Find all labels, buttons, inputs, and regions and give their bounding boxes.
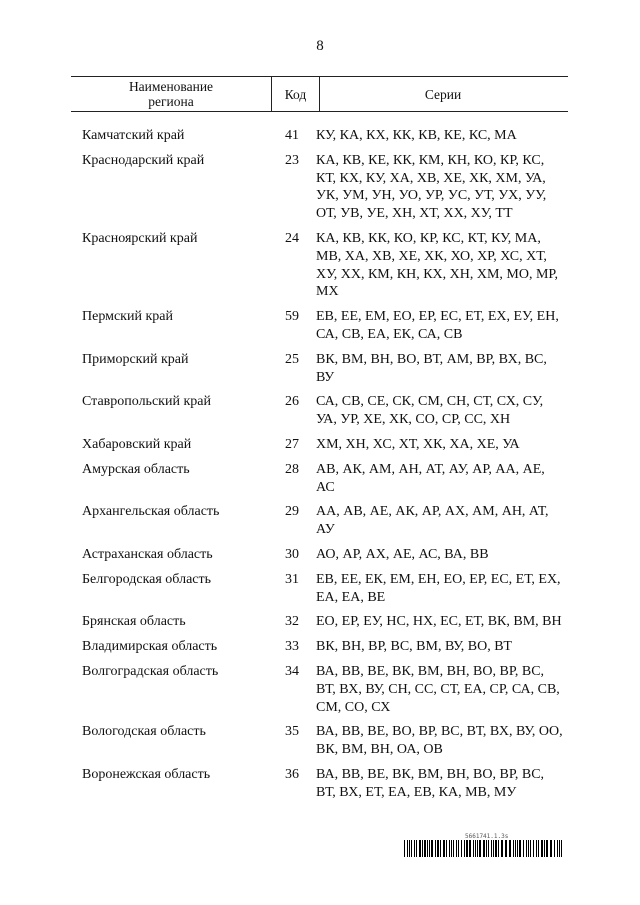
table-row <box>0 571 640 607</box>
region-name: Владимирская область <box>82 639 218 655</box>
region-code: 36 <box>285 766 299 782</box>
region-series: АВ, АК, АМ, АН, АТ, АУ, АР, АА, АЕ, АС <box>316 461 545 495</box>
region-name: Ставропольский край <box>82 394 211 410</box>
region-code: 35 <box>285 724 299 740</box>
page-number: 8 <box>316 38 324 54</box>
header-region-line2: региона <box>148 94 194 109</box>
table-row <box>0 393 640 429</box>
region-code: 26 <box>285 394 299 410</box>
table-row <box>0 351 640 387</box>
region-series: ХМ, ХН, ХС, ХТ, ХК, ХА, ХЕ, УА <box>316 436 520 452</box>
region-code: 34 <box>285 663 299 679</box>
region-code: 29 <box>285 504 299 520</box>
region-series: ЕО, ЕР, ЕУ, НС, НХ, ЕС, ЕТ, ВК, ВМ, ВН <box>316 614 562 630</box>
header-series: Серии <box>424 86 462 102</box>
region-code: 32 <box>285 614 299 630</box>
region-code: 30 <box>285 546 299 562</box>
table-body <box>0 127 640 809</box>
region-name: Воронежская область <box>82 766 211 782</box>
region-name: Краснодарский край <box>82 152 205 168</box>
region-name: Вологодская область <box>82 724 206 740</box>
table-row <box>0 546 640 564</box>
region-name: Красноярский край <box>82 230 198 246</box>
region-code: 24 <box>285 230 299 246</box>
region-code: 41 <box>285 128 299 143</box>
region-name: Камчатский край <box>82 128 185 143</box>
region-name: Астраханская область <box>82 546 213 562</box>
table-row <box>0 230 640 301</box>
region-series: ВК, ВМ, ВН, ВО, ВТ, АМ, ВР, ВХ, ВС, ВУ <box>316 351 547 385</box>
region-name: Белгородская область <box>82 571 212 587</box>
header-region-line1: Наименование <box>128 79 214 94</box>
region-name: Брянская область <box>82 614 186 630</box>
table-row <box>0 723 640 759</box>
region-code: 31 <box>285 571 299 587</box>
table-row <box>0 152 640 223</box>
region-series: КА, КВ, КК, КО, КР, КС, КТ, КУ, МА, МВ, ХА, ХВ, ХЕ, ХК, ХО, ХР, ХС, ХТ, ХУ, ХХ, КМ, КН, КХ, ХН, ХМ, МО, МР, МХ <box>316 230 558 300</box>
header-region <box>71 77 271 111</box>
region-series: ВА, ВВ, ВЕ, ВК, ВМ, ВН, ВО, ВР, ВС, ВТ, ВХ, ЕТ, ЕА, ЕВ, КА, МВ, МУ <box>316 766 545 800</box>
region-series: ЕВ, ЕЕ, ЕМ, ЕО, ЕР, ЕС, ЕТ, ЕХ, ЕУ, ЕН, СА, СВ, ЕА, ЕК, СА, СВ <box>316 309 559 342</box>
barcode-icon <box>404 840 562 857</box>
region-series: ВА, ВВ, ВЕ, ВО, ВР, ВС, ВТ, ВХ, ВУ, ОО, ВК, ВМ, ВН, ОА, ОВ <box>316 724 563 758</box>
table-row <box>0 638 640 656</box>
region-name: Амурская область <box>82 461 190 477</box>
region-series: АО, АР, АХ, АЕ, АС, ВА, ВВ <box>316 546 489 562</box>
region-code: 59 <box>285 309 299 325</box>
region-series: КА, КВ, КЕ, КК, КМ, КН, КО, КР, КС, КТ, КХ, КУ, ХА, ХВ, ХЕ, ХК, ХМ, УА, УК, УМ, УН, УО, УР, УС, УТ, УХ, УУ, ОТ, УВ, УЕ, ХН, ХТ, ХХ, ХУ, ТТ <box>316 152 547 222</box>
region-code: 23 <box>285 152 299 168</box>
table-row <box>0 613 640 631</box>
table-row <box>0 127 640 145</box>
region-code: 28 <box>285 461 299 477</box>
region-name: Приморский край <box>82 351 189 367</box>
region-code: 25 <box>285 351 299 367</box>
region-code: 27 <box>285 436 299 452</box>
header-code: Код <box>271 77 320 111</box>
region-name: Пермский край <box>82 309 173 325</box>
region-name: Волгоградская область <box>82 663 219 679</box>
table-row <box>0 766 640 802</box>
region-series: ЕВ, ЕЕ, ЕК, ЕМ, ЕН, ЕО, ЕР, ЕС, ЕТ, ЕХ, ЕА, ЕА, ВЕ <box>316 571 561 605</box>
table-row <box>0 663 640 716</box>
region-series: АА, АВ, АЕ, АК, АР, АХ, АМ, АН, АТ, АУ <box>316 504 549 538</box>
region-name: Хабаровский край <box>82 436 192 452</box>
region-code: 33 <box>285 639 299 655</box>
region-series: КУ, КА, КХ, КК, КВ, КЕ, КС, МА <box>316 128 517 143</box>
region-series: ВА, ВВ, ВЕ, ВК, ВМ, ВН, ВО, ВР, ВС, ВТ, ВХ, ВУ, СН, СС, СТ, ЕА, СР, СА, СВ, СМ, СО, СХ <box>316 663 560 715</box>
region-series: ВК, ВН, ВР, ВС, ВМ, ВУ, ВО, ВТ <box>316 639 512 655</box>
table-row <box>0 461 640 497</box>
table-row <box>0 308 640 344</box>
table-row <box>0 436 640 454</box>
table-header <box>71 76 568 112</box>
region-name: Архангельская область <box>82 504 220 520</box>
table-row <box>0 503 640 539</box>
region-series: СА, СВ, СЕ, СК, СМ, СН, СТ, СХ, СУ, УА, УР, ХЕ, ХК, СО, СР, СС, ХН <box>316 394 544 428</box>
barcode-label: 5661741.1.3s <box>465 833 509 840</box>
